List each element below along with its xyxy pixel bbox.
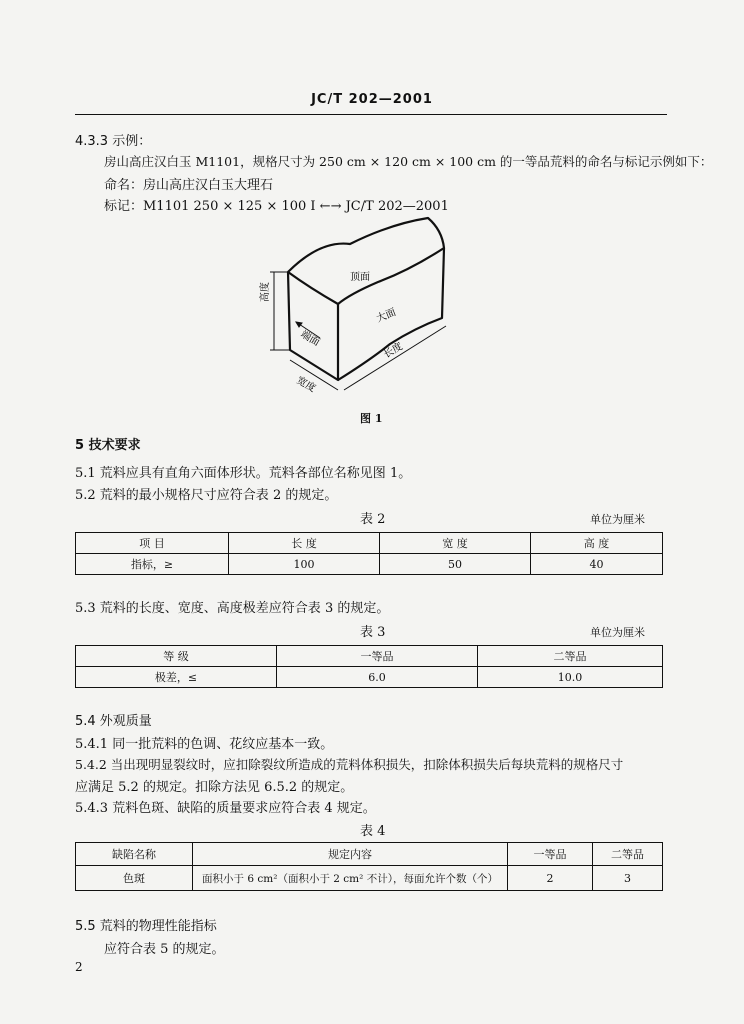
- table-2-header-height: 高 度: [531, 533, 663, 554]
- para-5-1: 5.1 荒料应具有直角六面体形状。荒料各部位名称见图 1。: [75, 466, 412, 481]
- section-5-heading: 5 技术要求: [75, 438, 141, 453]
- table-4-caption: 表 4: [360, 824, 386, 839]
- table-4-header-second: 二等品: [593, 843, 663, 866]
- table-2: [75, 532, 663, 575]
- table-2-header-length: 长 度: [229, 533, 380, 554]
- example-mark-line: 标记：M1101 250 × 125 × 100 I ←→ JC/T 202—2001: [104, 199, 449, 214]
- table-3-cell: 10.0: [478, 667, 663, 688]
- page-number: 2: [75, 960, 83, 974]
- para-5-4-1: 5.4.1 同一批荒料的色调、花纹应基本一致。: [75, 737, 334, 752]
- top-face-outline: [288, 218, 444, 304]
- table-3-cell: 极差，≤: [76, 667, 277, 688]
- section-5-5-heading: 5.5 荒料的物理性能指标: [75, 919, 217, 934]
- label-end-face: 端面: [298, 329, 322, 349]
- document-header: JC/T 202—2001: [311, 92, 433, 107]
- table-4-header-rule: 规定内容: [193, 843, 508, 866]
- table-row: [76, 646, 663, 667]
- example-intro: 房山高庄汉白玉 M1101，规格尺寸为 250 cm × 120 cm × 100 cm 的一等品荒料的命名与标记示例如下：: [104, 154, 713, 169]
- table-2-header-item: 项 目: [76, 533, 229, 554]
- label-height: 高度: [260, 282, 271, 302]
- table-2-cell: 40: [531, 554, 663, 575]
- table-4-cell: 3: [593, 866, 663, 891]
- table-row: [76, 533, 663, 554]
- table-row: [76, 554, 663, 575]
- para-5-4-2-line2: 应满足 5.2 的规定。扣除方法见 6.5.2 的规定。: [75, 780, 354, 795]
- table-4-header-defect: 缺陷名称: [76, 843, 193, 866]
- para-5-4-3: 5.4.3 荒料色斑、缺陷的质量要求应符合表 4 规定。: [75, 801, 376, 816]
- table-4-cell: 色斑: [76, 866, 193, 891]
- figure-caption: 图 1: [360, 412, 383, 425]
- label-length: 长度: [382, 341, 405, 361]
- table-3-header-first: 一等品: [277, 646, 478, 667]
- example-heading: 4.3.3 示例：: [75, 134, 152, 149]
- table-4-cell: 2: [508, 866, 593, 891]
- label-width: 宽度: [294, 375, 318, 395]
- table-3: [75, 645, 663, 688]
- para-5-2: 5.2 荒料的最小规格尺寸应符合表 2 的规定。: [75, 488, 338, 503]
- table-4: [75, 842, 663, 891]
- label-large-face: 大面: [375, 307, 398, 325]
- table-2-unit: 单位为厘米: [590, 513, 645, 526]
- table-2-cell: 50: [380, 554, 531, 575]
- table-2-cell: 指标，≥: [76, 554, 229, 575]
- table-3-header-grade: 等 级: [76, 646, 277, 667]
- table-4-cell: 面积小于 6 cm²（面积小于 2 cm² 不计），每面允许个数（个）: [193, 866, 508, 891]
- table-row: [76, 667, 663, 688]
- table-2-cell: 100: [229, 554, 380, 575]
- table-3-caption: 表 3: [360, 625, 386, 640]
- label-top-face: 顶面: [350, 272, 370, 283]
- length-dim-line: [344, 326, 446, 390]
- table-3-cell: 6.0: [277, 667, 478, 688]
- table-2-header-width: 宽 度: [380, 533, 531, 554]
- example-name-line: 命名：房山高庄汉白玉大理石: [104, 178, 274, 193]
- table-3-unit: 单位为厘米: [590, 626, 645, 639]
- table-2-caption: 表 2: [360, 512, 386, 527]
- table-3-header-second: 二等品: [478, 646, 663, 667]
- section-5-4-heading: 5.4 外观质量: [75, 714, 152, 729]
- header-rule: [75, 114, 667, 115]
- para-5-5-text: 应符合表 5 的规定。: [104, 942, 225, 957]
- table-row: [76, 866, 663, 891]
- para-5-3: 5.3 荒料的长度、宽度、高度极差应符合表 3 的规定。: [75, 601, 390, 616]
- table-row: [76, 843, 663, 866]
- figure-1-block-diagram: [250, 210, 460, 400]
- para-5-4-2-line1: 5.4.2 当出现明显裂纹时，应扣除裂纹所造成的荒料体积损失，扣除体积损失后每块荒料的规格尺寸: [75, 757, 624, 772]
- table-4-header-first: 一等品: [508, 843, 593, 866]
